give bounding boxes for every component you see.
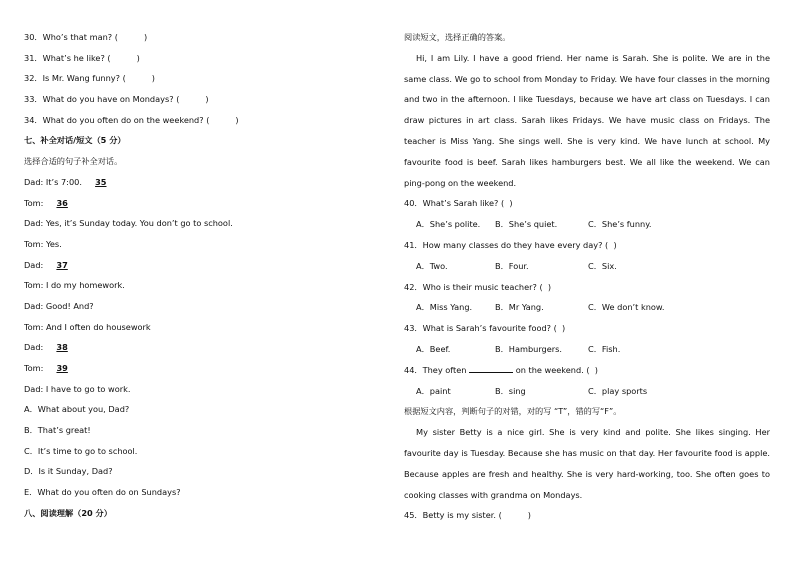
option-c: C．Six. [588,260,617,271]
paren-close: ) [613,239,617,250]
paren-close: ) [509,198,513,209]
passage-1-line: Hi, I am Lily. I have a good friend. Her name is Sarah. She is polite. We are in the [416,52,770,63]
paren-close: ) [527,510,531,521]
question-31 [24,48,374,69]
paren-close: ) [547,281,552,292]
dialogue-line [24,337,374,358]
paren-close: ) [594,364,598,375]
choice-e: E．What do you often do on Sundays? [24,487,181,498]
options-42 [404,297,770,318]
question-text: 32．Is Mr. Wang funny? ( [24,73,126,84]
answer-blank-39[interactable]: 39 [56,363,68,373]
passage-2-line: My sister Betty is a nice girl. She is very kind and polite. She likes singing. Her [416,427,770,438]
dialogue-text: Dad: Good! And? [24,300,94,311]
options-44 [404,381,770,402]
passage-1-line: same class. We go to school from Monday to Friday. We have four classes in the morning [404,73,770,84]
dialogue-line [24,234,374,255]
choice-b: B．That’s great! [24,425,91,436]
question-text: 42．Who is their music teacher? ( [404,281,543,292]
dialogue-text: Tom: And I often do housework [24,321,151,332]
option-b: B．She’s quiet. [495,219,558,230]
question-text-2: on the weekend. ( [515,364,590,375]
dialogue-text: Tom: I do my homework. [24,280,125,291]
question-text: 30．Who’s that man? ( [24,32,118,42]
dialogue-line [24,317,374,338]
passage-2-line: cooking classes with grandma on Mondays. [404,489,583,500]
dialogue-text: Dad: It’s 7:00. [24,176,82,187]
choice-a: A．What about you, Dad? [24,404,130,415]
passage-1-line: and two in the afternoon. I like Tuesdays, because we have art class on Tuesdays. I can [404,94,770,105]
option-b: B．Mr Yang. [495,302,544,313]
passage-1-line: draw pictures in art class. Sarah likes Fridays. We have music class on Fridays. The [404,115,770,126]
answer-blank-36[interactable]: 36 [56,197,68,208]
question-text: 34．What do you often do on the weekend? ( [24,114,210,125]
choice-c: C．It’s time to go to school. [24,445,138,456]
question-text: 40．What’s Sarah like? ( [404,198,505,209]
reading-instruction-1: 阅读短文，选择正确的答案。 [404,32,511,42]
section-8-title: 八、阅读理解（20 分） [24,507,112,518]
question-40 [404,193,770,214]
question-text: 41．How many classes do they have every day? ( [404,239,609,250]
question-text: 45．Betty is my sister. ( [404,510,502,521]
passage-2-line: favourite day is Tuesday. Because she has music on that day. Her favourite food is apple. [404,447,770,458]
option-b: B．Hamburgers. [495,343,563,354]
choice-d: D．Is it Sunday, Dad? [24,466,113,477]
dialogue-line [24,358,374,379]
question-text: 43．What is Sarah’s favourite food? ( [404,323,557,334]
question-42 [404,277,770,298]
question-33 [24,89,374,110]
options-40 [404,214,770,235]
dialogue-text: Dad: [24,342,44,353]
section-7-instruction: 选择合适的句子补全对话。 [24,156,123,167]
option-a: A．She’s polite. [416,219,481,230]
option-c: C．Fish. [588,343,621,354]
option-b: B．sing [495,385,526,396]
answer-blank-38[interactable]: 38 [56,342,68,353]
question-text: 31．What’s he like? ( [24,52,111,63]
dialogue-text: Dad: [24,259,44,270]
paren-close: ) [205,94,209,105]
dialogue-line [24,379,374,400]
question-text: 33．What do you have on Mondays? ( [24,94,180,105]
answer-blank-35[interactable]: 35 [95,176,107,187]
paren-close: ) [136,52,140,63]
question-45 [404,505,770,526]
paren-close: ) [143,32,148,42]
question-43 [404,318,770,339]
dialogue-line [24,172,374,193]
dialogue-text: Tom: Yes. [24,238,62,249]
options-43 [404,339,770,360]
dialogue-line [24,275,374,296]
section-7-title: 七、补全对话/短文（5 分） [24,135,126,146]
fill-in-blank[interactable] [469,364,513,373]
option-a: A．Miss Yang. [416,302,473,313]
option-a: A．paint [416,385,451,396]
dialogue-text: Tom: [24,363,44,373]
dialogue-text: Tom: [24,197,44,208]
dialogue-text: Dad: Yes, it’s Sunday today. You don’t go to school. [24,218,233,229]
passage-1-line: ping-pong on the weekend. [404,177,517,188]
option-a: A．Two. [416,260,448,271]
passage-1-line: favourite food is beef. Sarah likes hamburgers best. We all like the weekend. We can [404,156,770,167]
left-column [24,27,374,524]
dialogue-text: Dad: I have to go to work. [24,383,131,394]
question-text: 44．They often [404,364,467,375]
paren-close: ) [235,114,239,125]
options-41 [404,256,770,277]
option-c: C．We don’t know. [588,302,665,313]
question-41 [404,235,770,256]
question-30 [24,27,374,48]
question-34 [24,110,374,131]
dialogue-line [24,213,374,234]
option-a: A．Beef. [416,343,451,354]
answer-blank-37[interactable]: 37 [56,259,68,270]
right-column [404,27,770,526]
passage-2-line: Because apples are fresh and healthy. She is very hard-working, too. She often goes to [404,468,770,479]
option-c: C．play sports [588,385,648,396]
reading-instruction-2: 根据短文内容，判断句子的对错，对的写 “T”，错的写“F”。 [404,406,622,417]
dialogue-line [24,255,374,276]
option-b: B．Four. [495,260,529,271]
paren-close: ) [151,73,155,84]
passage-1-line: teacher is Miss Yang. She sings well. She is very kind. We have lunch at school. My [404,135,770,146]
question-32 [24,68,374,89]
dialogue-line [24,193,374,214]
question-44 [404,360,770,381]
option-c: C．She’s funny. [588,219,652,230]
paren-close: ) [562,323,566,334]
dialogue-line [24,296,374,317]
